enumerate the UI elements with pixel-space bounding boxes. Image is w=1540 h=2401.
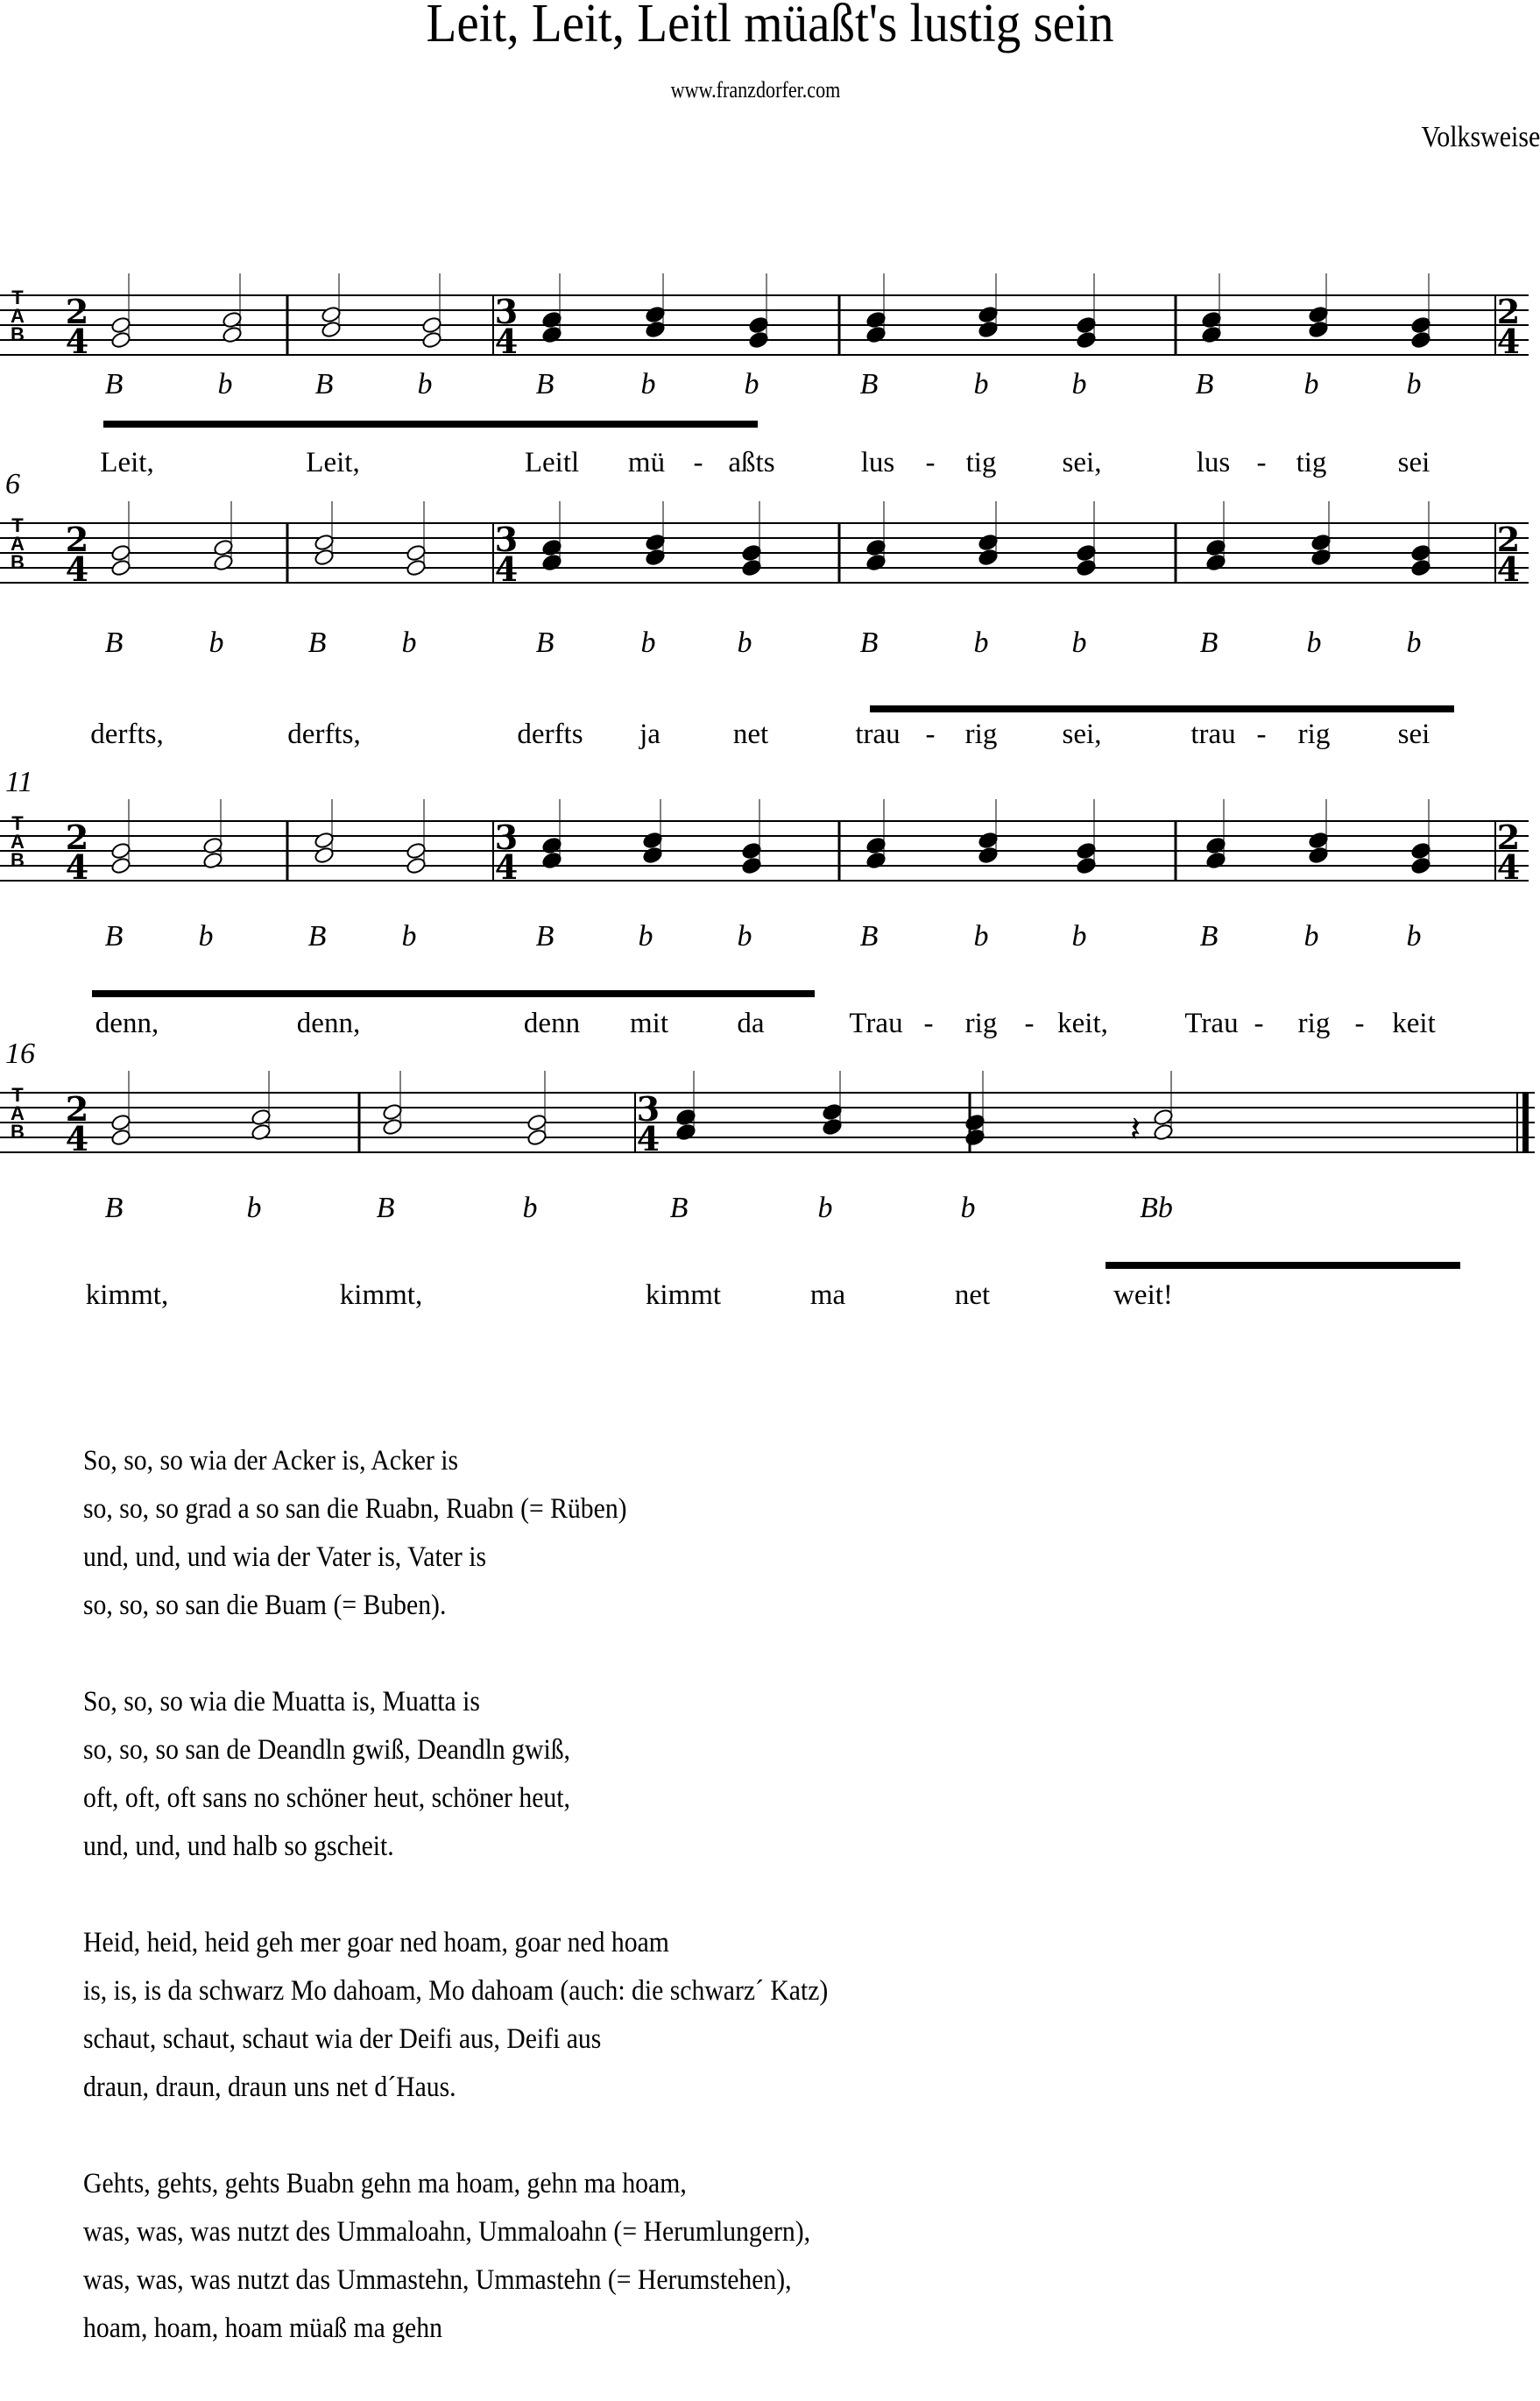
svg-text:B: B: [11, 1121, 25, 1143]
lyric-syllable: Leit,: [100, 447, 154, 478]
measure-number: 16: [5, 1038, 35, 1070]
lyric-syllable: rig: [964, 1008, 998, 1039]
chord-label: b: [417, 368, 433, 400]
lyric-syllable: Leit,: [306, 447, 360, 478]
lyric-syllable: aßts: [728, 447, 775, 478]
chord-label: B: [535, 368, 555, 400]
lyric-syllable: sei,: [1062, 447, 1102, 478]
chord-label: b: [1406, 627, 1422, 659]
lyric-hyphen: -: [1024, 1008, 1035, 1039]
verse-line: was, was, was nutzt das Ummastehn, Ummastehn (= Herumstehen),: [83, 2264, 792, 2296]
chord-label: b: [973, 920, 989, 953]
page-title: Leit, Leit, Leitl müaßt's lustig sein: [426, 0, 1114, 53]
lyric-syllable: lus: [1196, 447, 1231, 478]
chord-label: B: [104, 368, 124, 400]
svg-text:2: 2: [65, 520, 89, 559]
lyric-syllable: mü: [627, 447, 666, 478]
quarter-rest-icon: 𝄽: [1130, 1109, 1141, 1150]
chord-label: B: [307, 920, 327, 953]
chord-label: B: [535, 627, 555, 659]
lyric-hyphen: -: [1354, 1008, 1365, 1039]
chord-label: b: [1071, 368, 1087, 400]
tab-clef-icon: [11, 514, 25, 573]
svg-text:T: T: [11, 287, 24, 308]
svg-text:4: 4: [65, 549, 89, 589]
svg-text:4: 4: [65, 1119, 89, 1158]
tab-clef-icon: [11, 812, 25, 871]
svg-text:4: 4: [1496, 847, 1521, 887]
time-signature: [495, 292, 518, 361]
svg-text:B: B: [11, 551, 25, 573]
lyric-syllable: ma: [809, 1279, 846, 1311]
lyric-syllable: derfts: [517, 719, 583, 750]
extender-line: [870, 705, 1454, 712]
svg-text:2: 2: [65, 1089, 89, 1129]
lyric-syllable: rig: [1297, 1008, 1331, 1039]
chord-label: b: [198, 920, 214, 953]
lyric-hyphen: -: [925, 447, 936, 478]
verse-line: und, und, und wia der Vater is, Vater is: [83, 1541, 487, 1573]
svg-text:2: 2: [1496, 818, 1521, 857]
measure-number: 6: [5, 468, 20, 500]
verse-line: was, was, was nutzt des Ummaloahn, Ummaloahn (= Herumlungern),: [83, 2216, 811, 2248]
lyric-syllable: net: [732, 719, 769, 750]
svg-text:A: A: [11, 1102, 25, 1124]
stanza-4: [83, 2160, 828, 2353]
lyric-syllable: denn,: [95, 1008, 159, 1039]
svg-text:A: A: [11, 533, 25, 555]
time-signature: [66, 1089, 88, 1158]
lyric-hyphen: -: [1256, 447, 1267, 478]
chord-label: b: [973, 368, 989, 400]
lyric-syllable: Leitl: [524, 447, 580, 478]
svg-text:4: 4: [494, 549, 519, 589]
tab-clef-icon: [11, 287, 25, 345]
lyric-syllable: weit!: [1113, 1279, 1173, 1311]
svg-text:T: T: [11, 812, 24, 834]
lyric-syllable: keit: [1392, 1008, 1436, 1039]
svg-text:3: 3: [494, 520, 519, 559]
tab-clef-icon: [11, 1084, 25, 1143]
lyric-syllable: mit: [629, 1008, 669, 1039]
lyric-syllable: kimmt,: [85, 1279, 169, 1311]
svg-text:4: 4: [494, 847, 519, 887]
chord-label: b: [1071, 920, 1087, 953]
lyric-syllable: derfts,: [90, 719, 164, 750]
lyric-syllable: keit,: [1057, 1008, 1108, 1039]
svg-text:2: 2: [1496, 520, 1521, 559]
chord-label: B: [314, 368, 334, 400]
lyric-syllable: sei,: [1062, 719, 1102, 750]
chord-label: B: [376, 1192, 395, 1224]
chord-label: B: [669, 1192, 689, 1224]
svg-text:3: 3: [494, 818, 519, 857]
svg-text:2: 2: [1496, 292, 1521, 331]
lyric-hyphen: -: [923, 1008, 934, 1039]
lyric-syllable: denn,: [296, 1008, 361, 1039]
chord-label: b: [401, 627, 417, 659]
composer-credit: Volksweise: [1421, 121, 1540, 153]
chord-label: Bb: [1140, 1192, 1173, 1224]
verse-line: is, is, is da schwarz Mo dahoam, Mo dahoam (auch: die schwarz´ Katz): [83, 1975, 829, 2007]
time-signature: [1497, 818, 1520, 887]
lyric-hyphen: -: [925, 719, 936, 750]
chord-label: b: [817, 1192, 833, 1224]
chord-label: B: [104, 920, 124, 953]
lyric-hyphen: -: [1256, 719, 1267, 750]
time-signature: [1497, 292, 1520, 361]
chord-label: b: [1406, 920, 1422, 953]
tab-staff: [0, 473, 1540, 648]
lyric-syllable: Trau: [1184, 1008, 1239, 1039]
staff-system-3: [0, 766, 1540, 1052]
chord-label: b: [1306, 627, 1322, 659]
chord-label: B: [859, 368, 879, 400]
extender-line: [103, 421, 758, 428]
chord-label: b: [737, 627, 752, 659]
time-signature: [495, 818, 518, 887]
chord-label: B: [1199, 627, 1219, 659]
svg-text:T: T: [11, 1084, 24, 1106]
chord-label: B: [535, 920, 555, 953]
verse-line: So, so, so wia die Muatta is, Muatta is: [83, 1686, 480, 1718]
chord-label: B: [859, 920, 879, 953]
lyric-syllable: sei: [1397, 719, 1431, 750]
chord-label: b: [638, 920, 653, 953]
chord-label: b: [246, 1192, 262, 1224]
chord-label: b: [208, 627, 224, 659]
lyric-syllable: kimmt: [645, 1279, 722, 1311]
svg-text:3: 3: [636, 1089, 661, 1129]
lyric-syllable: trau: [1190, 719, 1236, 750]
svg-text:4: 4: [494, 322, 519, 361]
stanza-2: [83, 1678, 828, 1871]
chord-label: b: [401, 920, 417, 953]
chord-label: b: [960, 1192, 976, 1224]
chord-label: b: [217, 368, 233, 400]
chord-label: b: [744, 368, 759, 400]
lyric-syllable: net: [954, 1279, 991, 1311]
lyric-syllable: rig: [964, 719, 998, 750]
lyric-syllable: derfts,: [287, 719, 361, 750]
svg-text:4: 4: [636, 1119, 661, 1158]
svg-text:4: 4: [1496, 322, 1521, 361]
extender-line: [92, 990, 815, 997]
verse-line: hoam, hoam, hoam müaß ma gehn: [83, 2312, 442, 2344]
lyric-syllable: ja: [639, 719, 661, 750]
website-link[interactable]: www.franzdorfer.com: [670, 77, 841, 103]
chord-label: b: [737, 920, 752, 953]
svg-text:B: B: [11, 323, 25, 345]
chord-label: b: [522, 1192, 538, 1224]
tab-staff: [0, 1043, 1540, 1218]
svg-text:A: A: [11, 831, 25, 853]
verse-line: und, und, und halb so gscheit.: [83, 1831, 394, 1862]
time-signature: [1497, 520, 1520, 589]
svg-text:4: 4: [1496, 549, 1521, 589]
verse-line: so, so, so san de Deandln gwiß, Deandln gwiß,: [83, 1734, 570, 1766]
verse-line: schaut, schaut, schaut wia der Deifi aus, Deifi aus: [83, 2023, 602, 2055]
chord-label: b: [1303, 920, 1319, 953]
chord-label: B: [859, 627, 879, 659]
stanza-1: [83, 1437, 828, 1630]
lyric-syllable: denn: [523, 1008, 581, 1039]
svg-text:4: 4: [65, 322, 89, 361]
staff-system-4: [0, 1038, 1540, 1323]
verse-line: Heid, heid, heid geh mer goar ned hoam, goar ned hoam: [83, 1927, 669, 1958]
svg-text:2: 2: [65, 292, 89, 331]
chord-label: B: [104, 627, 124, 659]
time-signature: [66, 520, 88, 589]
verses-block: [83, 1437, 911, 2401]
lyric-syllable: tig: [1296, 447, 1327, 478]
lyric-hyphen: -: [1254, 1008, 1264, 1039]
verse-line: So, so, so wia der Acker is, Acker is: [83, 1445, 459, 1477]
measure-number: 11: [5, 766, 33, 798]
chord-label: b: [640, 368, 656, 400]
time-signature: [637, 1089, 660, 1158]
staff-system-2: [0, 468, 1540, 754]
svg-text:3: 3: [494, 292, 519, 331]
chord-label: B: [104, 1192, 124, 1224]
svg-text:4: 4: [65, 847, 89, 887]
chord-label: b: [1303, 368, 1319, 400]
chord-label: B: [1199, 920, 1219, 953]
time-signature: [66, 818, 88, 887]
lyric-syllable: kimmt,: [339, 1279, 423, 1311]
lyric-syllable: lus: [860, 447, 895, 478]
svg-text:T: T: [11, 514, 24, 536]
lyric-syllable: da: [737, 1008, 765, 1039]
chord-label: b: [640, 627, 656, 659]
chord-label: b: [973, 627, 989, 659]
lyric-syllable: rig: [1297, 719, 1331, 750]
stanza-3: [83, 1919, 828, 2112]
lyric-syllable: Trau: [849, 1008, 903, 1039]
verse-line: so, so, so san die Buam (= Buben).: [83, 1590, 447, 1621]
lyric-hyphen: -: [693, 447, 703, 478]
time-signature: [495, 520, 518, 589]
lyric-syllable: trau: [855, 719, 901, 750]
time-signature: [66, 292, 88, 361]
chord-label: b: [1406, 368, 1422, 400]
lyric-syllable: sei: [1397, 447, 1431, 478]
verse-line: so, so, so grad a so san die Ruabn, Ruabn (= Rüben): [83, 1493, 627, 1525]
lyric-syllable: tig: [965, 447, 997, 478]
verse-line: draun, draun, draun uns net d´Haus.: [83, 2072, 456, 2103]
chord-label: b: [1071, 627, 1087, 659]
extender-line: [1106, 1262, 1460, 1269]
chord-label: B: [1195, 368, 1214, 400]
svg-text:A: A: [11, 305, 25, 327]
verse-line: Gehts, gehts, gehts Buabn gehn ma hoam, gehn ma hoam,: [83, 2168, 687, 2199]
svg-text:2: 2: [65, 818, 89, 857]
chord-label: B: [307, 627, 327, 659]
svg-text:B: B: [11, 849, 25, 871]
verse-line: oft, oft, oft sans no schöner heut, schöner heut,: [83, 1782, 570, 1814]
